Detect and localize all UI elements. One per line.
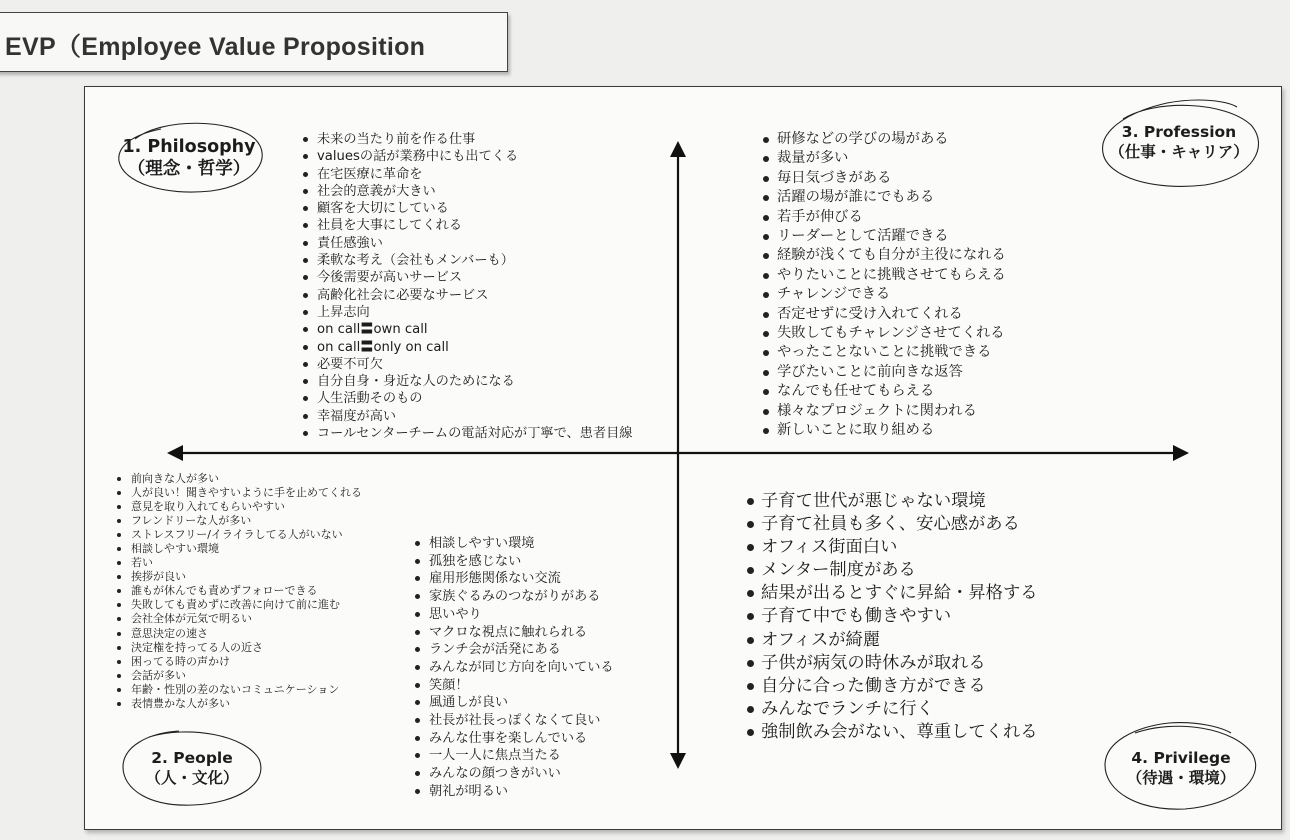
list-item: 上昇志向 [301,304,632,321]
list-item: 社会的意義が大きい [301,183,632,200]
quadrant-label-people [119,727,265,807]
list-item: 困ってる時の声かけ [115,655,362,669]
list-item: 風通しが良い [413,694,614,712]
list-item: 意思決定の速さ [115,627,362,641]
list-item: 会社全体が元気で明るい [115,612,362,626]
title-box [0,12,508,72]
list-item: 様々なプロジェクトに関われる [761,402,1006,421]
list-item: 裁量が多い [761,149,1006,168]
quadrant-label-philosophy [115,121,263,193]
list-item: 家族ぐるみのつながりがある [413,588,614,606]
privilege-label-title: 4. Privilege [1131,749,1231,767]
privilege-label-subtitle: （待遇・環境） [1126,769,1236,787]
people-list-right [413,535,614,801]
list-item: やったことないことに挑戦できる [761,343,1006,362]
list-item: やりたいことに挑戦させてもらえる [761,266,1006,285]
list-item: 在宅医療に革命を [301,166,632,183]
list-item: みんな仕事を楽しんでいる [413,730,614,748]
profession-list [761,130,1006,441]
list-item: 強制飲み会がない、尊重してくれる [745,721,1038,744]
list-item: なんでも任せてもらえる [761,382,1006,401]
list-item: フレンドリーな人が多い [115,514,362,528]
list-item: 思いやり [413,606,614,624]
list-item: 表情豊かな人が多い [115,697,362,711]
list-item: 毎日気づきがある [761,169,1006,188]
list-item: ストレスフリー/イライラしてる人がいない [115,528,362,542]
list-item: 高齢化社会に必要なサービス [301,287,632,304]
list-item: 意見を取り入れてもらいやすい [115,500,362,514]
list-item: 顧客を大切にしている [301,200,632,217]
philosophy-label-title: 1. Philosophy [122,137,256,157]
list-item: 責任感強い [301,235,632,252]
list-item: チャレンジできる [761,285,1006,304]
list-item: 今後需要が高いサービス [301,269,632,286]
axis-arrow-right [1173,445,1189,461]
people-label-title: 2. People [151,749,233,767]
list-item: 一人一人に焦点当たる [413,747,614,765]
list-item: 自分自身・身近な人のためになる [301,373,632,390]
list-item: 否定せずに受け入れてくれる [761,305,1006,324]
list-item: 失敗しても責めずに改善に向けて前に進む [115,598,362,612]
list-item: みんなでランチに行く [745,698,1038,721]
list-item: 未来の当たり前を作る仕事 [301,131,632,148]
axis-arrow-left [167,445,183,461]
list-item: 新しいことに取り組める [761,421,1006,440]
list-item: 会話が多い [115,669,362,683]
list-item: 子育て世代が悪じゃない環境 [745,490,1038,513]
list-item: 笑顔！ [413,677,614,695]
list-item: オフィスが綺麗 [745,629,1038,652]
list-item: 研修などの学びの場がある [761,130,1006,149]
list-item: 人が良い！聞きやすいように手を止めてくれる [115,486,362,500]
list-item: ランチ会が活発にある [413,641,614,659]
list-item: 失敗してもチャレンジさせてくれる [761,324,1006,343]
list-item: 人生活動そのもの [301,390,632,407]
list-item: 若手が伸びる [761,208,1006,227]
list-item: on call〓own call [301,321,632,338]
list-item: 経験が浅くても自分が主役になれる [761,246,1006,265]
list-item: 結果が出るとすぐに昇給・昇格する [745,582,1038,605]
people-label-subtitle: （人・文化） [145,769,239,787]
list-item: 自分に合った働き方ができる [745,675,1038,698]
list-item: みんなが同じ方向を向いている [413,659,614,677]
list-item: オフィス街面白い [745,536,1038,559]
list-item: 子育て社員も多く、安心感がある [745,513,1038,536]
list-item: 若い [115,556,362,570]
axis-arrow-up [670,141,686,157]
quadrant-label-profession [1095,95,1263,189]
list-item: 朝礼が明るい [413,783,614,801]
philosophy-list [301,131,632,442]
list-item: メンター制度がある [745,559,1038,582]
list-item: 相談しやすい環境 [413,535,614,553]
list-item: 決定権を持ってる人の近さ [115,641,362,655]
list-item: 前向きな人が多い [115,472,362,486]
philosophy-label-subtitle: （理念・哲学） [127,159,251,179]
quadrant-label-privilege [1099,719,1263,811]
list-item: 子供が病気の時休みが取れる [745,652,1038,675]
page-title: EVP（Employee Value Proposition [5,33,426,61]
list-item: valuesの話が業務中にも出てくる [301,148,632,165]
profession-label-title: 3. Profession [1121,123,1237,141]
list-item: 幸福度が高い [301,408,632,425]
people-list-left [115,472,362,711]
list-item: 相談しやすい環境 [115,542,362,556]
list-item: 社長が社長っぽくなくて良い [413,712,614,730]
profession-label-subtitle: （仕事・キャリア） [1109,143,1249,161]
list-item: 子育て中でも働きやすい [745,605,1038,628]
axis-arrow-down [670,753,686,769]
list-item: on call〓only on call [301,339,632,356]
list-item: 社員を大事にしてくれる [301,217,632,234]
list-item: 年齢・性別の差のないコミュニケーション [115,683,362,697]
list-item: 雇用形態関係ない交流 [413,570,614,588]
list-item: 必要不可欠 [301,356,632,373]
list-item: 学びたいことに前向きな返答 [761,363,1006,382]
list-item: 活躍の場が誰にでもある [761,188,1006,207]
evp-board [84,86,1282,830]
list-item: マクロな視点に触れられる [413,624,614,642]
list-item: みんなの顔つきがいい [413,765,614,783]
list-item: 孤独を感じない [413,553,614,571]
list-item: 誰もが休んでも責めずフォローできる [115,584,362,598]
list-item: コールセンターチームの電話対応が丁寧で、患者目線 [301,425,632,442]
list-item: 柔軟な考え（会社もメンバーも） [301,252,632,269]
privilege-list [745,490,1038,744]
list-item: リーダーとして活躍できる [761,227,1006,246]
list-item: 挨拶が良い [115,570,362,584]
